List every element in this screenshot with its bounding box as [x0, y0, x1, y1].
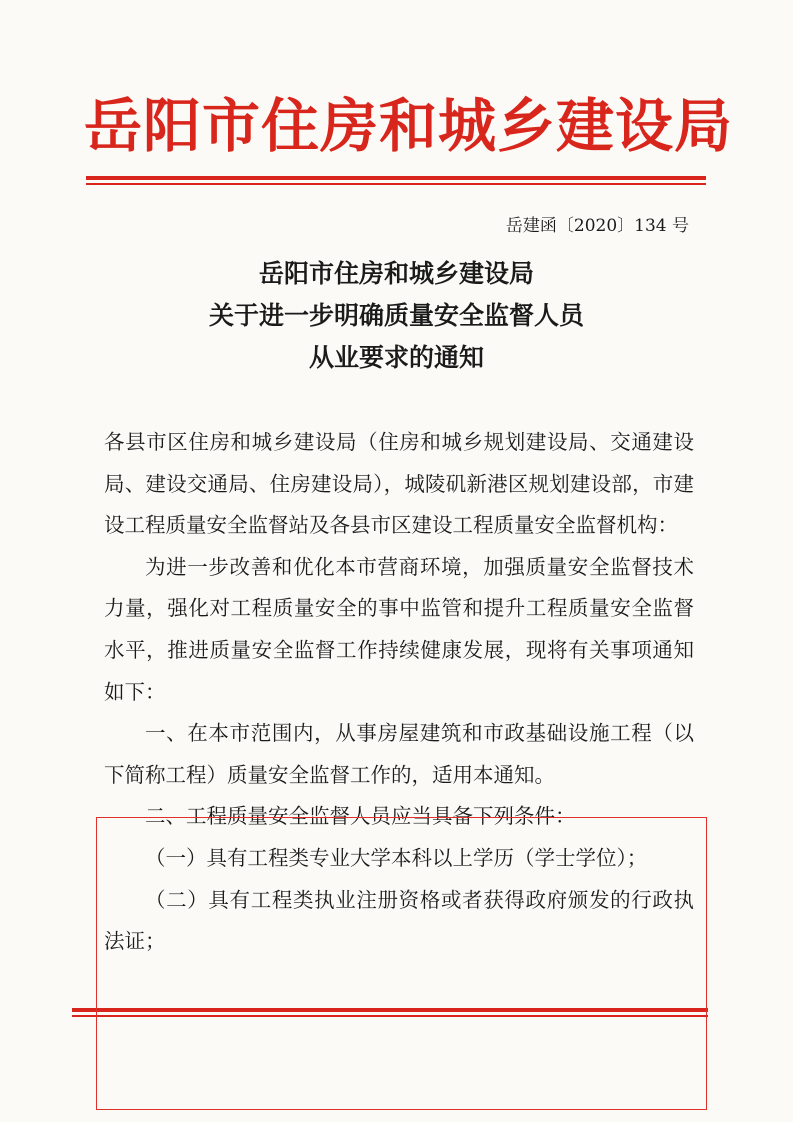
item-1-paragraph: 一、在本市范围内，从事房屋建筑和市政基础设施工程（以下简称工程）质量安全监督工作的，适用本通知。 [104, 721, 694, 787]
item-2-paragraph: 二、工程质量安全监督人员应当具备下列条件： [145, 804, 576, 829]
letterhead-red-rule-thick [86, 176, 706, 180]
heading-line-2: 关于进一步明确质量安全监督人员 [208, 301, 584, 330]
item-2-2-paragraph: （二）具有工程类执业注册资格或者获得政府颁发的行政执法证； [104, 887, 694, 954]
highlight-annotation-box [96, 817, 707, 1110]
document-number: 岳建函〔2020〕134 号 [505, 216, 689, 236]
item-2-1-paragraph: （一）具有工程类专业大学本科以上学历（学士学位）； [145, 845, 648, 870]
letterhead-org-name: 岳阳市住房和城乡建设局 [84, 92, 734, 160]
heading-line-1: 岳阳市住房和城乡建设局 [258, 259, 534, 288]
heading-line-3: 从业要求的通知 [308, 343, 484, 372]
letterhead-red-rule-thin [86, 183, 706, 185]
addressee-paragraph: 各县市区住房和城乡建设局（住房和城乡规划建设局、交通建设局、建设交通局、住房建设局），城陵矶新港区规划建设部，市建设工程质量安全监督站及各县市区建设工程质量安全监督机构： [104, 430, 694, 538]
intro-paragraph: 为进一步改善和优化本市营商环境，加强质量安全监督技术力量，强化对工程质量安全的事中监管和提升工程质量安全监督水平，推进质量安全监督工作持续健康发展，现将有关事项通知如下： [104, 554, 694, 704]
